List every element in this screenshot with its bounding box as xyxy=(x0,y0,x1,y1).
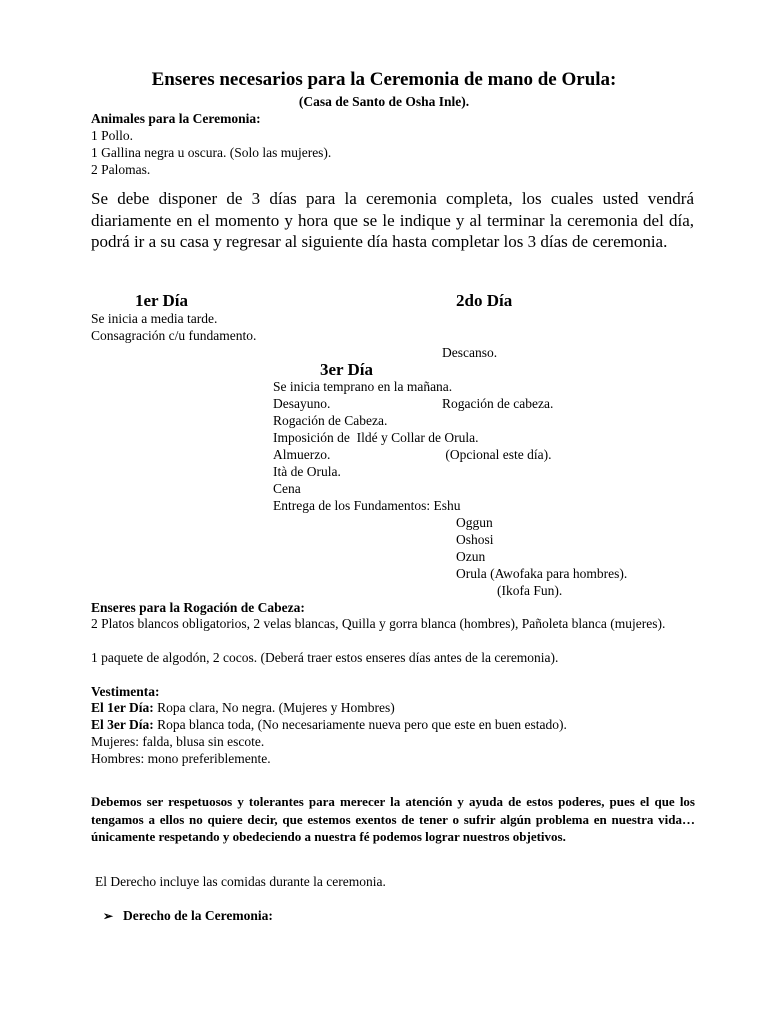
derecho-note: El Derecho incluye las comidas durante la ceremonia. xyxy=(95,874,386,889)
ikofa-note: (Ikofa Fun). xyxy=(497,583,563,598)
list-item: 1 Gallina negra u oscura. (Solo las mujeres). xyxy=(91,145,332,160)
vestimenta-day3-text: Ropa blanca toda, (No necesariamente nueva pero que este en buen estado). xyxy=(153,717,567,732)
derecho-bullet xyxy=(103,907,273,925)
list-item: Consagración c/u fundamento. xyxy=(91,328,257,343)
list-item: Imposición de Ildé y Collar de Orula. xyxy=(273,430,479,445)
vestimenta-day3-label: El 3er Día: xyxy=(91,717,154,732)
list-item: Cena xyxy=(273,481,301,496)
fundamentos-list xyxy=(456,514,627,582)
list-item: (Opcional este día). xyxy=(442,447,552,462)
day1-list xyxy=(91,310,256,344)
list-item: Rogación de cabeza. xyxy=(442,396,554,411)
derecho-bullet-label: Derecho de la Ceremonia: xyxy=(123,908,273,923)
list-item: 1 Pollo. xyxy=(91,128,134,143)
day3-heading: 3er Día xyxy=(320,360,374,379)
day2-heading: 2do Día xyxy=(456,291,513,310)
rogacion-heading: Enseres para la Rogación de Cabeza: xyxy=(91,600,305,615)
day1-heading: 1er Día xyxy=(135,291,189,310)
respeto-paragraph: Debemos ser respetuosos y tolerantes para merecer la atención y ayuda de estos poderes, pues el que los tengamos a ellos no quiere decir, que estemos exentos de tener o sufrir algún problema en nuestra vida…únicamente respetando y obedeciendo a nuestra fé podemos lograr nuestros objetivos. xyxy=(91,794,695,844)
animales-heading: Animales para la Ceremonia: xyxy=(91,111,261,126)
rogacion-line1: 2 Platos blancos obligatorios, 2 velas blancas, Quilla y gorra blanca (hombres), Pañoleta blanca (mujeres). xyxy=(91,616,666,631)
list-item: Entrega de los Fundamentos: Eshu xyxy=(273,498,461,513)
arrow-bullet-icon: ➢ xyxy=(103,909,114,923)
vestimenta-day1 xyxy=(91,699,395,716)
list-item: 2 Palomas. xyxy=(91,162,151,177)
vestimenta-day1-text: Ropa clara, No negra. (Mujeres y Hombres) xyxy=(153,700,395,715)
list-item: Descanso. xyxy=(442,345,498,360)
list-item: Se inicia temprano en la mañana. xyxy=(273,379,453,394)
vestimenta-heading: Vestimenta: xyxy=(91,684,160,699)
list-item: Oshosi xyxy=(456,532,494,547)
rogacion-line2: 1 paquete de algodón, 2 cocos. (Deberá traer estos enseres días antes de la ceremonia). xyxy=(91,650,559,665)
list-item: Desayuno. xyxy=(273,396,331,411)
intro-paragraph: Se debe disponer de 3 días para la ceremonia completa, los cuales usted vendrá diariamente en el momento y hora que se le indique y al terminar la ceremonia del día, podrá ir a su casa y regresar al siguiente día hasta completar los 3 días de ceremonia. xyxy=(91,189,694,251)
animales-list xyxy=(91,127,331,178)
list-item: Se inicia a media tarde. xyxy=(91,311,218,326)
page-subtitle: (Casa de Santo de Osha Inle). xyxy=(298,94,470,109)
list-item: Ozun xyxy=(456,549,486,564)
list-item: Orula (Awofaka para hombres). xyxy=(456,566,628,581)
vestimenta-hombres: Hombres: mono preferiblemente. xyxy=(91,751,271,766)
list-item: Almuerzo. xyxy=(273,447,331,462)
page-title: Enseres necesarios para la Ceremonia de mano de Orula: xyxy=(151,69,617,90)
list-item: Rogación de Cabeza. xyxy=(273,413,388,428)
list-item: Oggun xyxy=(456,515,493,530)
list-item: Ità de Orula. xyxy=(273,464,341,479)
vestimenta-day1-label: El 1er Día: xyxy=(91,700,154,715)
day3-list xyxy=(273,378,478,514)
vestimenta-mujeres: Mujeres: falda, blusa sin escote. xyxy=(91,734,265,749)
vestimenta-day3 xyxy=(91,716,567,733)
